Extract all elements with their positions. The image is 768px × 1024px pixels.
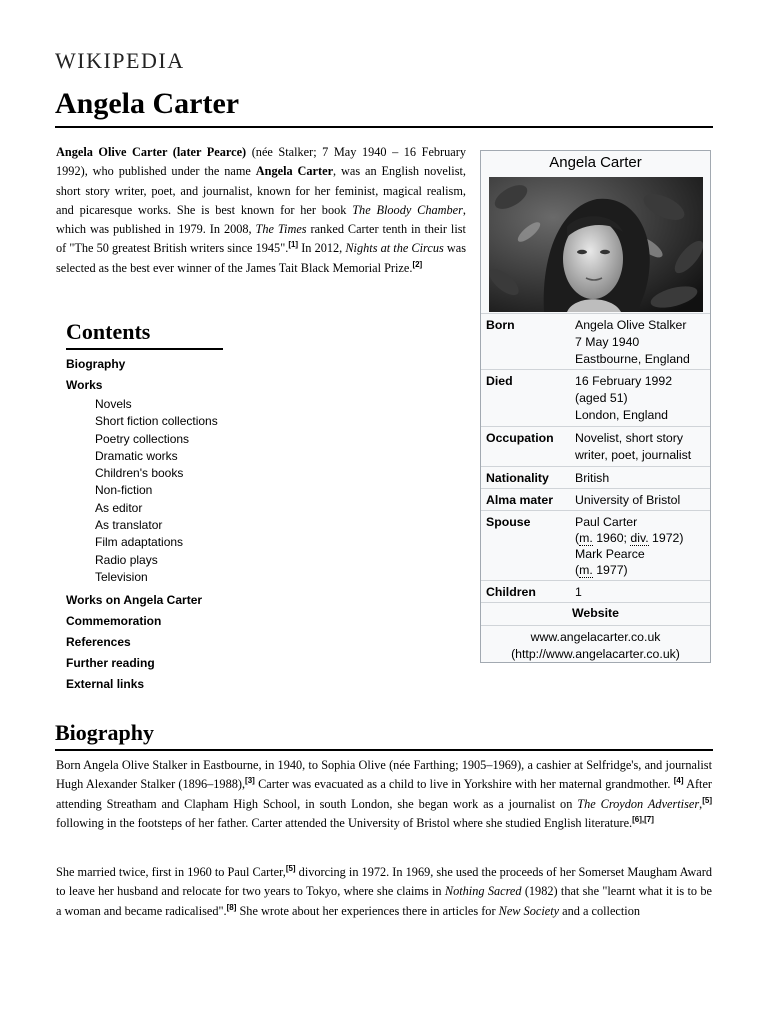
- lead-paragraph: [56, 143, 466, 278]
- website-header: Website: [481, 602, 710, 625]
- reference-link[interactable]: [5]: [285, 863, 296, 873]
- toc-item-works-on[interactable]: Works on Angela Carter: [66, 593, 203, 608]
- marriage-year: 1960;: [592, 531, 631, 545]
- divorce-year: 1972): [648, 531, 684, 545]
- born-value: [575, 317, 709, 368]
- infobox-row-occupation: [481, 426, 710, 466]
- portrait-photo[interactable]: [489, 177, 703, 312]
- toc-title: Contents: [66, 318, 223, 350]
- marriage-dates: [575, 562, 709, 578]
- table-of-contents: [66, 318, 306, 695]
- died-label: Died: [486, 374, 513, 388]
- newspaper-link[interactable]: The Times: [255, 222, 307, 237]
- infobox-row-nationality: [481, 466, 710, 488]
- died-value: [575, 373, 709, 424]
- lead-text: ranked Carter tenth in their list of "The 50 greatest British writers since 1945".: [56, 222, 466, 256]
- marriage-dates: [575, 530, 709, 546]
- lead-text: , was an English novelist, short story writer, poet, and journalist, known for her feminist, magical realism, and picaresque works. She is best known for her book: [56, 164, 466, 217]
- body-text: She married twice, first in 1960 to Paul Carter,: [56, 865, 286, 879]
- toc-subitem[interactable]: Television: [95, 569, 148, 584]
- birth-place-link[interactable]: Eastbourne, England: [575, 352, 690, 366]
- toc-subitem[interactable]: Poetry collections: [95, 431, 190, 446]
- nationality-value: British: [575, 471, 610, 485]
- reference-link[interactable]: [3]: [245, 776, 255, 786]
- wikipedia-wordmark[interactable]: WIKIPEDIA: [55, 48, 185, 73]
- infobox-row-alma-mater: [481, 488, 710, 510]
- born-label: Born: [486, 318, 515, 332]
- marriage-year: 1977): [592, 563, 628, 577]
- body-text: She wrote about her experiences there in articles for: [236, 903, 499, 918]
- married-abbr: m.: [579, 531, 593, 545]
- lead-text: , which was published in 1979. In 2008,: [56, 202, 466, 237]
- toc-subitem[interactable]: Non-fiction: [95, 483, 153, 498]
- reference-link[interactable]: [8]: [226, 902, 237, 912]
- toc-subitem[interactable]: Dramatic works: [95, 448, 178, 463]
- spouse-label: Spouse: [486, 515, 531, 529]
- toc-subitem[interactable]: Novels: [95, 397, 132, 411]
- portrait-image: [489, 177, 703, 312]
- death-place-link[interactable]: London, England: [575, 408, 668, 422]
- toc-item-references[interactable]: References: [66, 635, 131, 650]
- toc-item-external-links[interactable]: External links: [66, 677, 145, 692]
- toc-subitem[interactable]: Short fiction collections: [95, 414, 218, 429]
- spouse-name: Mark Pearce: [575, 547, 645, 561]
- body-text: ,: [699, 796, 703, 811]
- book-title-link[interactable]: Nights at the Circus: [345, 241, 444, 256]
- toc-list: [66, 354, 306, 695]
- married-abbr: m.: [579, 563, 593, 577]
- death-age: (aged 51): [575, 391, 628, 405]
- title-divider: [55, 126, 713, 128]
- paren: (: [575, 531, 580, 545]
- infobox-row-spouse: [481, 510, 710, 580]
- alma-mater-link[interactable]: University of Bristol: [575, 493, 681, 507]
- toc-item-commemoration[interactable]: Commemoration: [66, 614, 162, 629]
- divorced-abbr: div.: [630, 531, 649, 545]
- occupation-label: Occupation: [486, 431, 554, 445]
- body-text: Born Angela Olive Stalker in Eastbourne, in 1940, to Sophia Olive (née Farthing; 1905–1969), a cashier at Selfridge's, and journalist Hugh Alexander Stalker (1896–1988),: [56, 758, 712, 792]
- infobox-title: Angela Carter: [549, 154, 642, 171]
- toc-subitem[interactable]: Children's books: [95, 466, 184, 481]
- toc-item-works[interactable]: Works: [66, 378, 103, 392]
- website-link[interactable]: www.angelacarter.co.uk (http://www.angelacarter.co.uk): [481, 625, 710, 666]
- toc-subitem[interactable]: As editor: [95, 500, 143, 515]
- reference-link[interactable]: [1]: [288, 240, 299, 250]
- body-text: divorcing in 1972. In 1969, she used the proceeds of her Somerset Maugham Award to leave her husband and relocate for two years to Tokyo, where she claims in: [56, 865, 712, 899]
- body-text: following in the footsteps of her father. Carter attended the University of Bristol where she studied English literature.: [56, 815, 633, 830]
- biography-paragraph-1: [56, 756, 712, 833]
- spouse-name: Paul Carter: [575, 515, 638, 529]
- infobox-row-born: [481, 313, 710, 369]
- lead-text: (née Stalker; 7 May 1940 – 16 February 1992), who published under the name: [56, 145, 467, 179]
- body-text: and a collection: [559, 903, 640, 918]
- biography-paragraph-2: [56, 863, 712, 921]
- infobox: [480, 150, 711, 663]
- lead-text: was selected as the best ever winner of the James Tait Black Memorial Prize.: [56, 241, 467, 275]
- occupation-value: Novelist, short story writer, poet, journalist: [575, 431, 692, 462]
- birth-name: Angela Olive Stalker: [575, 318, 687, 332]
- body-text: (1982) that she "learnt what it is to be a woman and became radicalised".: [56, 884, 712, 918]
- spouse-value: [575, 514, 709, 578]
- magazine-link[interactable]: New Society: [498, 903, 560, 918]
- alma-mater-label: Alma mater: [486, 493, 553, 507]
- book-title-link[interactable]: The Bloody Chamber: [352, 202, 463, 217]
- lead-text: In 2012,: [298, 241, 346, 256]
- subject-name: Angela Olive Carter (later Pearce): [56, 145, 247, 159]
- toc-item-biography[interactable]: Biography: [66, 357, 126, 371]
- reference-link[interactable]: [5]: [702, 795, 712, 805]
- infobox-row-children: [481, 580, 710, 602]
- toc-subitem[interactable]: Radio plays: [95, 552, 158, 567]
- toc-item-further-reading[interactable]: Further reading: [66, 656, 155, 671]
- children-label: Children: [486, 585, 536, 599]
- toc-subitem[interactable]: As translator: [95, 518, 163, 533]
- paren: (: [575, 563, 580, 577]
- reference-link[interactable]: [4]: [673, 776, 684, 786]
- birth-date: 7 May 1940: [575, 335, 640, 349]
- toc-subitem[interactable]: Film adaptations: [95, 535, 184, 550]
- book-title-link[interactable]: Nothing Sacred: [444, 884, 522, 899]
- body-text: Carter was evacuated as a child to live in Yorkshire with her maternal grandmother.: [254, 777, 674, 792]
- death-date: 16 February 1992: [575, 374, 673, 388]
- section-heading-biography: Biography: [55, 720, 155, 745]
- section-divider: [55, 749, 713, 751]
- page-title: Angela Carter: [55, 87, 240, 120]
- infobox-row-died: [481, 369, 710, 426]
- children-value: 1: [575, 585, 582, 599]
- body-text: After attending Streatham and Clapham High School, in south London, she began work as a journalist on: [56, 777, 713, 811]
- newspaper-link[interactable]: The Croydon Advertiser: [577, 796, 700, 811]
- reference-link[interactable]: [6],[7]: [632, 814, 654, 824]
- nationality-label: Nationality: [486, 471, 549, 485]
- reference-link[interactable]: [2]: [412, 259, 423, 269]
- subject-pen-name: Angela Carter: [255, 164, 334, 179]
